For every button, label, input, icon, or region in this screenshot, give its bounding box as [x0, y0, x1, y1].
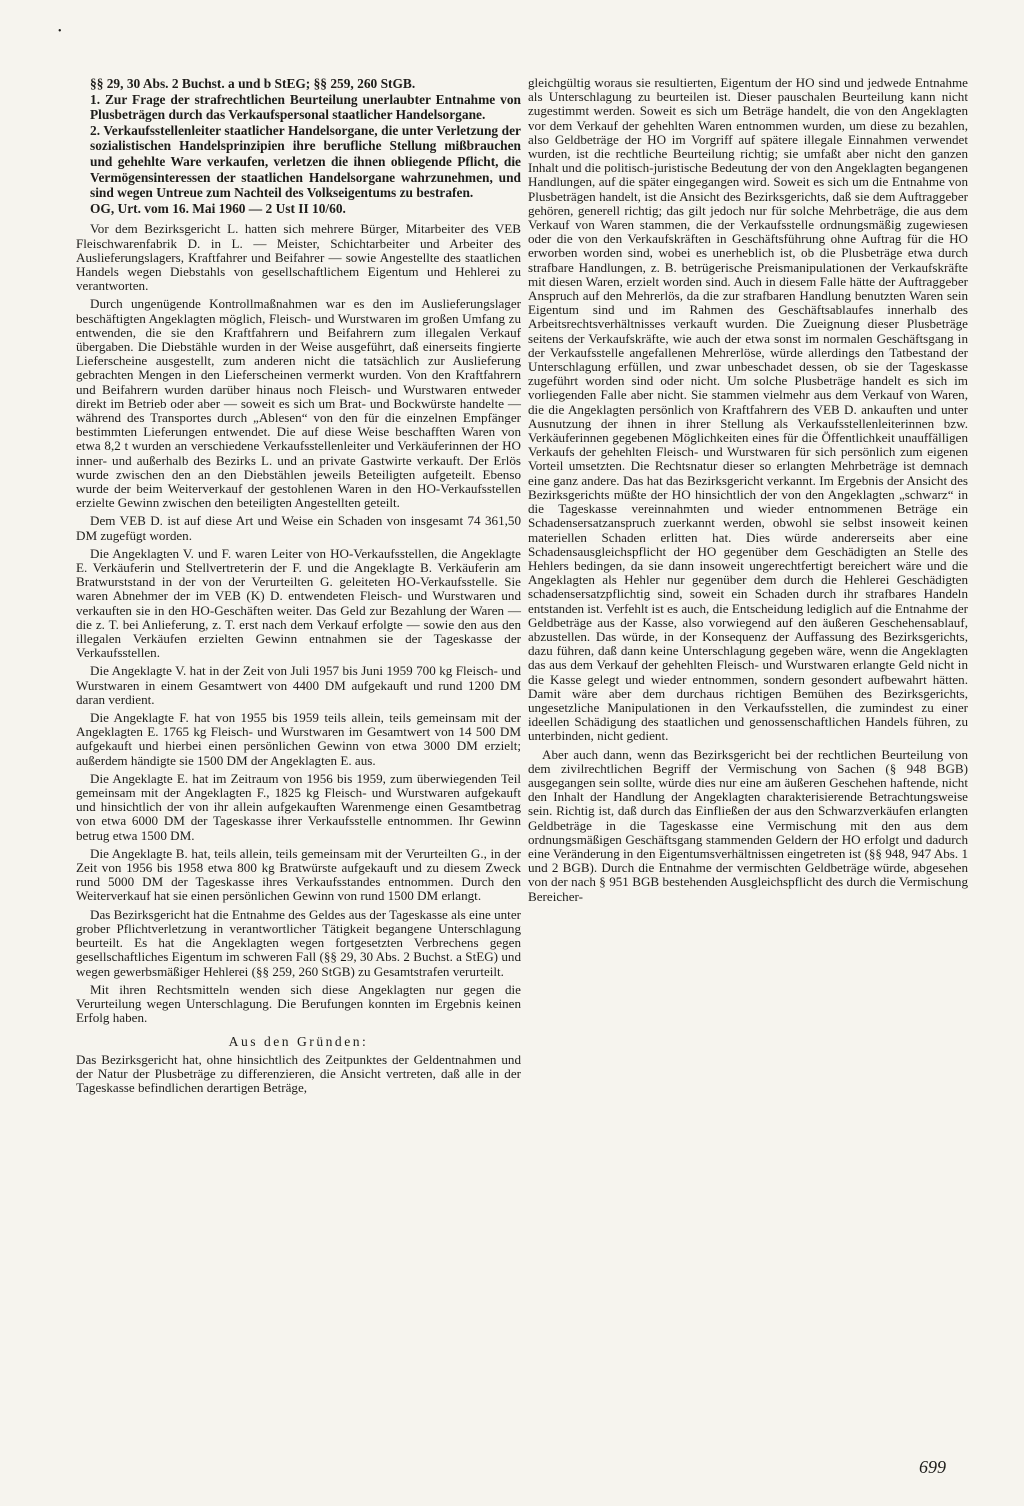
citation-heading: §§ 29, 30 Abs. 2 Buchst. a und b StEG; §§ 259, 260 StGB.	[90, 76, 416, 91]
page-number: 699	[919, 1457, 946, 1477]
guiding-principle-1: 1. Zur Frage der strafrechtlichen Beurteilung unerlaubter Entnahme von Plusbeträgen durch das Verkaufspersonal staatlicher Handelsorgane.	[90, 91, 521, 123]
left-column	[76, 76, 521, 1095]
guiding-principle-2: 2. Verkaufsstellenleiter staatlicher Handelsorgane, die unter Verletzung der sozialistischen Handelsprinzipien ihre berufliche Stellung mißbrauchen und gehehlte Ware verkaufen, verletzen die ihnen obliegende Pflicht, die Vermögensinteressen der staatlichen Handelsorgane wahrzunehmen, und sind wegen Untreue zum Nachteil des Volkseigentums zu bestrafen.	[90, 122, 521, 201]
paragraph: Vor dem Bezirksgericht L. hatten sich mehrere Bürger, Mitarbeiter des VEB Fleischwarenfabrik D. in L. — Meister, Schichtarbeiter und Arbeiter des Auslieferungslagers, Kraftfahrer und Beifahrer — sowie Angestellte des staatlichen Handels wegen Diebstahls von gesellschaftlichem Eigentum und Hehlerei zu verantworten.	[76, 221, 521, 294]
paragraph: Die Angeklagte E. hat im Zeitraum von 1956 bis 1959, zum überwiegenden Teil gemeinsam mit der Angeklagten F., 1825 kg Fleisch- und Wurstwaren aufgekauft und hinsichtlich der von ihr allein aufgekauften Warenmenge einen Gesamtbetrag von etwa 6000 DM der Tageskasse ihrer Verkaufsstelle entnommen. Ihr Gewinn betrug etwa 1500 DM.	[76, 770, 521, 843]
page-mark: •	[58, 26, 62, 37]
right-column	[528, 76, 968, 904]
paragraph: Durch ungenügende Kontrollmaßnahmen war es den im Auslieferungslager beschäftigten Angeklagten möglich, Fleisch- und Wurstwaren im großen Umfang zu entwenden, die sie den Kraftfahrern und Beifahrern zum illegalen Verkauf übergaben. Die Diebstähle wurden in der Weise ausgeführt, daß einerseits fingierte Lieferscheine ausgestellt, zum anderen nicht die tatsächlich zur Auslieferung gebrachten Mengen in den Lieferscheinen vermerkt wurden. Von den Kraftfahrern und Beifahrern wurden darüber hinaus noch Fleisch- und Wurstwaren entweder direkt im Betrieb oder aber — soweit es sich um Brat- und Bockwürste handelte — während des Transportes durch „Ablesen“ von den für die einzelnen Empfänger bestimmten Lieferungen entwendet. Die auf diese Weise beschafften Waren von etwa 8,2 t wurden an verschiedene Verkaufsstellenleiter und Verkäuferinnen der HO inner- und außerhalb des Bezirks L. und an private Gastwirte verkauft. Der Erlös wurde zwischen den an den Diebstählen jeweils Beteiligten aufgeteilt. Ebenso wurde der beim Weiterverkauf der gestohlenen Waren in den HO-Verkaufsstellen erzielte Gewinn zwischen den beteiligten Angestellten geteilt.	[76, 296, 521, 511]
paragraph: Die Angeklagten V. und F. waren Leiter von HO-Verkaufsstellen, die Angeklagte E. Verkäuferin und Stellvertreterin der F. und die Angeklagte B. Verkäuferin am Bratwurststand in der von der Verurteilten G. geleiteten HO-Verkaufsstelle. Sie waren Abnehmer der im VEB (K) D. entwendeten Fleisch- und Wurstwaren und verkauften sie in den HO-Geschäften weiter. Das Geld zur Bezahlung der Waren — die z. T. bei Anlieferung, z. T. erst nach dem Verkauf erfolgte — sowie den aus den illegalen Verkäufen erzielten Gewinn entnahmen sie der Tageskasse der Verkaufsstellen.	[76, 545, 521, 661]
paragraph: Die Angeklagte F. hat von 1955 bis 1959 teils allein, teils gemeinsam mit der Angeklagten E. 1765 kg Fleisch- und Wurstwaren im Gesamtwert von 14 500 DM aufgekauft und hierbei einen persönlichen Gewinn von etwa 3000 DM erzielt; außerdem händigte sie 1500 DM der Angeklagten E. aus.	[76, 710, 521, 768]
paragraph: Dem VEB D. ist auf diese Art und Weise ein Schaden von insgesamt 74 361,50 DM zugefügt worden.	[76, 513, 521, 543]
paragraph: Die Angeklagte B. hat, teils allein, teils gemeinsam mit der Verurteilten G., in der Zeit von 1956 bis 1958 etwa 800 kg Bratwürste aufgekauft und zu diesem Zweck rund 5000 DM der Tageskasse ihres Verkaufsstandes entnommen. Durch den Weiterverkauf hat sie einen persönlichen Gewinn von rund 1500 DM erlangt.	[76, 845, 521, 904]
decision-reference: OG, Urt. vom 16. Mai 1960 — 2 Ust II 10/60.	[90, 200, 346, 216]
paragraph: Aber auch dann, wenn das Bezirksgericht bei der rechtlichen Beurteilung von dem zivilrechtlichen Begriff der Vermischung von Sachen (§ 948 BGB) ausgegangen sein sollte, würde dies nur eine am äußeren Geschehen haftende, nicht den Inhalt der Handlung der Angeklagten charakterisierende Betrachtungsweise sein. Richtig ist, daß durch das Einfließen der aus den Schwarzverkäufen erlangten Geldbeträge in die Tageskasse eine Vermischung mit den aus dem ordnungsmäßigen Geschäftsgang stammenden Geldern der HO erfolgt und dadurch eine Veränderung in den Eigentumsverhältnissen eingetreten ist (§§ 948, 947 Abs. 1 und 2 BGB). Durch die Entnahme der vermischten Geldbeträge würde, abgesehen von der nach § 951 BGB bestehenden Ausgleichspflicht des durch die Vermischung Bereicher-	[528, 746, 968, 904]
section-heading: Aus den Gründen:	[228, 1034, 369, 1050]
paragraph: gleichgültig woraus sie resultierten, Eigentum der HO sind und jedwede Entnahme als Unterschlagung zu beurteilen ist. Dieser pauschalen Beurteilung kann nicht zugestimmt werden. Soweit es sich um Beträge handelt, die von den Angeklagten vor dem Verkauf der gehehlten Waren entnommen wurden, um diese zu bezahlen, also Geldbeträge der HO im Vorgriff auf spätere illegale Einnahmen verwendet wurden, ist die rechtliche Beurteilung richtig; sie umfaßt aber nicht den ganzen Inhalt und die politisch-juristische Bedeutung der von den Angeklagten begangenen Handlungen, auf die später eingegangen wird. Soweit es sich um die Entnahme von Plusbeträgen handelt, ist die Ansicht des Bezirksgerichts, daß sie dem Auftraggeber gehören, generell richtig; das gilt jedoch nur für solche Mehrbeträge, die aus dem Verkauf von Waren stammen, die der Verkaufsstelle ordnungsmäßig zugewiesen oder die von den Verkaufskräften in Geschäftsführung ohne Auftrag für die HO erworben worden sind, wobei es unerheblich ist, ob die Plusbeträge etwa durch strafbare Handlungen, z. B. betrügerische Preismanipulationen der Verkaufskräfte mit diesen Waren, erzielt worden sind. Auch in diesem Falle hätte der Auftraggeber Anspruch auf den Mehrerlös, da die zur strafbaren Handlung benutzten Waren sein Eigentum sind und im Rahmen des Geschäftsablaufes innerhalb des Arbeitsrechtsverhältnisses verkauft wurden. Die Zueignung dieser Plusbeträge seitens der Verkaufskräfte, wie auch der etwa sonst im normalen Geschäftsgang in der Verkaufsstelle angefallenen Mehrerlöse, würde allerdings den Tatbestand der Unterschlagung erfüllen, und zwar unbeschadet dessen, ob sie der Tageskasse zugeführt worden sind oder nicht. Um solche Plusbeträge handelt es sich im vorliegenden Falle aber nicht. Sie stammen vielmehr aus dem Verkauf von Waren, die die Angeklagten persönlich von Kraftfahrern des VEB D. ankauften und unter Ausnutzung der ihnen in ihrer Stellung als Verkaufsstellenleiterinnen bzw. Verkäuferinnen gegebenen Möglichkeiten eines für die Öffentlichkeit unauffälligen Verkaufs der gehehlten Fleisch- und Wurstwaren für sich persönlich zum eigenen Vorteil umsetzten. Die Rechtsnatur dieser so erlangten Mehrbeträge ist demnach eine ganz andere. Das hat das Bezirksgericht verkannt. Im Ergebnis der Ansicht des Bezirksgerichts müßte der HO hinsichtlich der von den Angeklagten „schwarz“ in die Tageskasse vereinnahmten und wieder entnommenen Beträge ein Schadensersatzanspruch zuerkannt werden, obwohl sie selbst insoweit keinen materiellen Schaden erlitten hat. Dies würde andererseits aber eine Schadensausgleichspflicht der HO gegenüber dem Geschädigten an Stelle des Hehlers bedingen, da sie dann insoweit ungerechtfertigt bereichert wäre und die Angeklagten als Hehler nur gegenüber dem durch die Hehlerei Geschädigten schadensersatzpflichtig sind, soweit ein Schaden durch ihr strafbares Handeln entstanden ist. Verfehlt ist es auch, die Entscheidung lediglich auf die Entnahme der Geldbeträge aus der Kasse, also vorwiegend auf den äußeren Geschehensablauf, abzustellen. Das würde, in der Konsequenz der Auffassung des Bezirksgerichts, dazu führen, daß dann keine Unterschlagung gegeben wäre, wenn die Angeklagten das aus dem Verkauf der gehehlten Fleisch- und Wurstwaren erlangte Geld nicht in die Kasse gelegt und wieder entnommen, sondern gesondert aufbewahrt hätten. Damit wäre aber dem durchaus richtigen Bemühen des Bezirksgerichts, ungesetzliche Manipulationen in den Verkaufsstellen, die zumindest zu einer ideellen Schädigung des staatlichen und genossenschaftlichen Handels führen, zu unterbinden, nicht gedient.	[528, 75, 968, 744]
paragraph: Das Bezirksgericht hat, ohne hinsichtlich des Zeitpunktes der Geldentnahmen und der Natur der Plusbeträge zu differenzieren, die Ansicht vertreten, daß alle in der Tageskasse befindlichen derartigen Beträge,	[76, 1051, 521, 1095]
paragraph: Die Angeklagte V. hat in der Zeit von Juli 1957 bis Juni 1959 700 kg Fleisch- und Wurstwaren in einem Gesamtwert von 4400 DM aufgekauft und rund 1200 DM daran verdient.	[76, 663, 521, 707]
paragraph: Das Bezirksgericht hat die Entnahme des Geldes aus der Tageskasse als eine unter grober Pflichtverletzung in verantwortlicher Tätigkeit begangene Unterschlagung beurteilt. Es hat die Angeklagten wegen fortgesetzten Verbrechens gegen gesellschaftliches Eigentum im schweren Fall (§§ 29, 30 Abs. 2 Buchst. a StEG) und wegen gewerbsmäßiger Hehlerei (§§ 259, 260 StGB) zu Gesamtstrafen verurteilt.	[76, 906, 521, 979]
paragraph: Mit ihren Rechtsmitteln wenden sich diese Angeklagten nur gegen die Verurteilung wegen Unterschlagung. Die Berufungen konnten im Ergebnis keinen Erfolg haben.	[76, 981, 521, 1026]
headnote	[76, 76, 521, 216]
